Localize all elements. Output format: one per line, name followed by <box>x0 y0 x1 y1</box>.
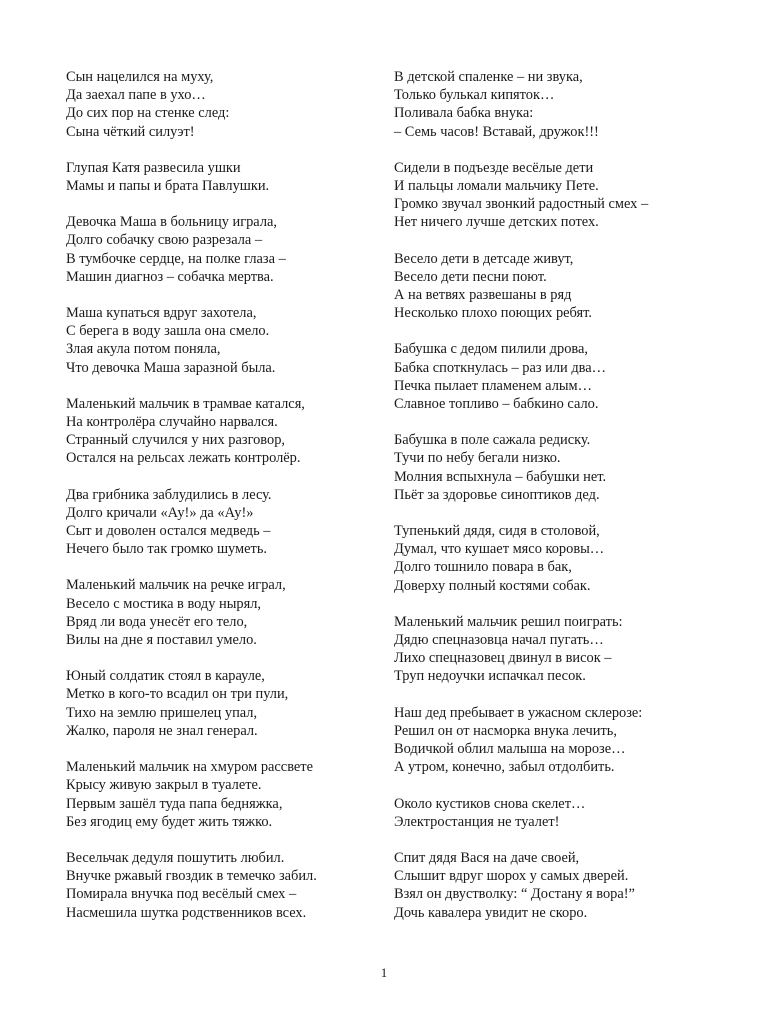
poem-line: Нечего было так громко шуметь. <box>66 541 267 558</box>
poem-line: До сих пор на стенке след: <box>66 105 230 122</box>
poem-line: Долго тошнило повара в бак, <box>394 559 572 576</box>
poem-line: Юный солдатик стоял в карауле, <box>66 668 265 685</box>
poem-line: Девочка Маша в больницу играла, <box>66 214 277 231</box>
poem-line: На контролёра случайно нарвался. <box>66 414 278 431</box>
stanza <box>66 159 396 195</box>
stanza <box>394 340 724 413</box>
stanza <box>66 576 396 649</box>
stanza <box>394 795 724 831</box>
poem-line: Весело с мостика в воду нырял, <box>66 595 261 612</box>
poem-line: Мамы и папы и брата Павлушки. <box>66 178 270 195</box>
poem-line: Решил он от насморка внука лечить, <box>394 722 617 739</box>
poem-line: С берега в воду зашла она смело. <box>66 323 270 340</box>
stanza <box>394 431 724 504</box>
stanza <box>66 213 396 286</box>
poem-line: А утром, конечно, забыл отдолбить. <box>394 759 615 776</box>
poem-line: Печка пылает пламенем алым… <box>394 377 593 394</box>
poem-line: Весельчак дедуля пошутить любил. <box>66 849 285 866</box>
poem-line: Думал, что кушает мясо коровы… <box>394 541 605 558</box>
poem-line: Поливала бабка внука: <box>394 105 534 122</box>
poem-line: Электростанция не туалет! <box>394 813 560 830</box>
stanza <box>66 758 396 831</box>
poem-line: Славное топливо – бабкино сало. <box>394 396 599 413</box>
poem-line: Глупая Катя развесила ушки <box>66 159 241 176</box>
poem-line: И пальцы ломали мальчику Пете. <box>394 178 599 195</box>
poem-line: Дядю спецназовца начал пугать… <box>394 632 604 649</box>
poem-line: Сына чёткий силуэт! <box>66 123 195 140</box>
poem-line: Труп недоучки испачкал песок. <box>394 668 586 685</box>
poem-line: Только булькал кипяток… <box>394 87 555 104</box>
poem-line: Жалко, пароля не знал генерал. <box>66 722 258 739</box>
poem-line: Да заехал папе в ухо… <box>66 87 206 104</box>
poem-line: Первым зашёл туда папа бедняжка, <box>66 795 283 812</box>
poem-line: Около кустиков снова скелет… <box>394 795 586 812</box>
poem-line: Нет ничего лучше детских потех. <box>394 214 599 231</box>
poem-line: Маша купаться вдруг захотела, <box>66 305 257 322</box>
poem-line: Долго собачку свою разрезала – <box>66 232 263 249</box>
stanza <box>394 159 724 232</box>
poem-line: Метко в кого-то всадил он три пули, <box>66 686 289 703</box>
poem-line: Громко звучал звонкий радостный смех – <box>394 196 649 213</box>
poem-line: Насмешила шутка родственников всех. <box>66 904 307 921</box>
stanza <box>66 849 396 922</box>
left-column <box>66 68 396 940</box>
poem-line: Машин диагноз – собачка мертва. <box>66 268 274 285</box>
poem-line: Водичкой облил малыша на морозе… <box>394 741 626 758</box>
poem-line: Слышит вдруг шорох у самых дверей. <box>394 868 629 885</box>
stanza <box>394 68 724 141</box>
stanza <box>394 522 724 595</box>
poem-line: Бабка споткнулась – раз или два… <box>394 359 607 376</box>
poem-line: Спит дядя Вася на даче своей, <box>394 849 580 866</box>
poem-line: – Семь часов! Вставай, дружок!!! <box>394 123 599 140</box>
stanza <box>66 68 396 141</box>
stanza <box>394 849 724 922</box>
poem-line: Бабушка с дедом пилили дрова, <box>394 341 588 358</box>
right-column <box>394 68 724 940</box>
poem-line: Наш дед пребывает в ужасном склерозе: <box>394 704 643 721</box>
poem-line: Злая акула потом поняла, <box>66 341 221 358</box>
poem-line: В детской спаленке – ни звука, <box>394 69 583 85</box>
poem-line: Без ягодиц ему будет жить тяжко. <box>66 813 273 830</box>
poem-line: Лихо спецназовец двинул в висок – <box>394 650 612 667</box>
poem-line: Весело дети песни поют. <box>394 268 547 285</box>
poem-line: Тупенький дядя, сидя в столовой, <box>394 523 600 540</box>
poem-line: Пьёт за здоровье синоптиков дед. <box>394 486 600 503</box>
poem-line: Долго кричали «Ау!» да «Ау!» <box>66 504 254 521</box>
poem-line: Маленький мальчик на хмуром рассвете <box>66 759 313 776</box>
stanza <box>394 250 724 323</box>
poem-line: А на ветвях развешаны в ряд <box>394 287 572 304</box>
stanza <box>66 486 396 559</box>
poem-line: Дочь кавалера увидит не скоро. <box>394 904 588 921</box>
poem-line: Бабушка в поле сажала редиску. <box>394 432 591 449</box>
poem-line: Крысу живую закрыл в туалете. <box>66 777 262 794</box>
poem-line: Два грибника заблудились в лесу. <box>66 486 272 503</box>
poem-line: Остался на рельсах лежать контролёр. <box>66 450 301 467</box>
poem-line: Сыт и доволен остался медведь – <box>66 523 271 540</box>
poem-line: Сидели в подъезде весёлые дети <box>394 159 594 176</box>
poem-line: Несколько плохо поющих ребят. <box>394 305 592 322</box>
stanza <box>66 667 396 740</box>
stanza <box>66 395 396 468</box>
poem-line: Тихо на землю пришелец упал, <box>66 704 258 721</box>
poem-line: Весело дети в детсаде живут, <box>394 250 574 267</box>
poem-line: Маленький мальчик в трамвае катался, <box>66 395 305 412</box>
stanza <box>66 304 396 377</box>
poem-line: Помирала внучка под весёлый смех – <box>66 886 297 903</box>
poem-line: Тучи по небу бегали низко. <box>394 450 561 467</box>
poem-line: Молния вспыхнула – бабушки нет. <box>394 468 607 485</box>
poem-line: Что девочка Маша заразной была. <box>66 359 276 376</box>
poem-line: Сын нацелился на муху, <box>66 69 214 85</box>
poem-line: В тумбочке сердце, на полке глаза – <box>66 250 286 267</box>
poem-line: Маленький мальчик решил поиграть: <box>394 613 623 630</box>
stanza <box>394 613 724 686</box>
poem-line: Вилы на дне я поставил умело. <box>66 632 257 649</box>
poem-line: Странный случился у них разговор, <box>66 432 285 449</box>
page-number: 1 <box>380 965 388 980</box>
poem-line: Взял он двустволку: “ Достану я вора!” <box>394 886 635 903</box>
poem-line: Внучке ржавый гвоздик в темечко забил. <box>66 868 317 885</box>
poem-line: Вряд ли вода унесёт его тело, <box>66 613 248 630</box>
poem-line: Маленький мальчик на речке играл, <box>66 577 286 594</box>
poem-line: Доверху полный костями собак. <box>394 577 591 594</box>
stanza <box>394 704 724 777</box>
